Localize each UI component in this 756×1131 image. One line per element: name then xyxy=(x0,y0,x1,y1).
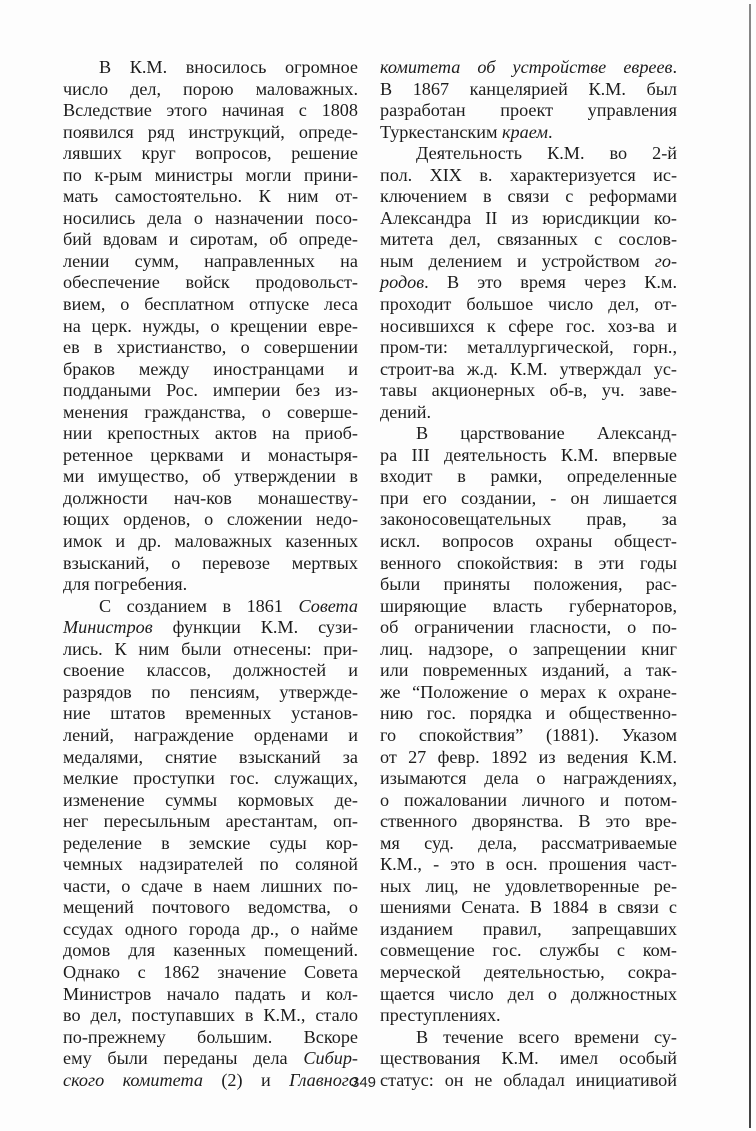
text-line: для погребения. xyxy=(63,574,188,595)
text-line: В 1867 канцелярией К.М. был xyxy=(380,78,677,99)
italic-term: Министров xyxy=(63,617,153,638)
text-line: об ограничении гласности, о по- xyxy=(380,617,677,638)
text-line: домов для казенных помещений. xyxy=(63,940,358,961)
text-line: Министров начало падать и кол- xyxy=(63,983,358,1004)
text-line: совмещение гос. службы с ком- xyxy=(380,940,677,961)
text-line: мещений почтового ведомства, о xyxy=(63,897,358,918)
text-line: Александра II из юрисдикции ко- xyxy=(380,207,677,228)
text-line: изымаются дела о награждениях, xyxy=(380,768,677,789)
text-line xyxy=(63,1048,358,1070)
italic-term: родов xyxy=(380,272,425,293)
text-line: шениями Сената. В 1884 в связи с xyxy=(380,897,677,918)
text-line: на церк. нужды, о крещении евре- xyxy=(63,315,358,336)
text-line: изменение суммы кормовых де- xyxy=(63,789,358,810)
text-line: число дел, порою маловажных. xyxy=(63,78,358,99)
text-line: по к-рым министры могли прини- xyxy=(63,164,358,185)
text-line: входит в рамки, определенные xyxy=(380,466,677,487)
text-line: мать самостоятельно. К ним от- xyxy=(63,186,358,207)
text-line xyxy=(380,251,677,273)
text-run: Туркестанским xyxy=(380,121,503,142)
text-line: лиц. надзоре, о запрещении книг xyxy=(380,638,677,659)
scan-edge-line xyxy=(749,4,751,1128)
text-line: ретенное церквами и монастыря- xyxy=(63,444,358,465)
text-line: от 27 февр. 1892 из ведения К.М. xyxy=(380,746,677,767)
text-run: ным делением и устройством xyxy=(380,250,655,271)
text-line: ределение в земские суды кор- xyxy=(63,832,358,853)
text-line: должности нач-ков монашеству- xyxy=(63,487,358,508)
text-line: менения гражданства, о соверше- xyxy=(63,401,358,422)
text-line: вием, о бесплатном отпуске леса xyxy=(63,294,358,315)
text-line: по-прежнему большим. Вскоре xyxy=(63,1026,358,1047)
text-line: ссудах одного города др., о найме xyxy=(63,918,358,939)
text-run: ему были переданы дела xyxy=(63,1048,304,1069)
text-line: изданием правил, запрещавших xyxy=(380,918,677,939)
text-line: ние штатов временных установ- xyxy=(63,703,358,724)
text-line: Вследствие этого начиная с 1808 xyxy=(63,100,358,121)
text-line: лении сумм, направленных на xyxy=(63,250,358,271)
text-line: разработан проект управления xyxy=(380,100,677,121)
left-column xyxy=(63,57,358,1091)
text-line: ширяющие власть губернаторов, xyxy=(380,595,677,616)
text-line: ми имущество, об утверждении в xyxy=(63,466,358,487)
text-line: ных лиц, не удовлетворенные ре- xyxy=(380,875,677,896)
text-line: во дел, поступавших в К.М., стало xyxy=(63,1005,358,1026)
text-line: своение классов, должностей и xyxy=(63,660,358,681)
text-run: (2) и xyxy=(202,1069,290,1090)
italic-term: Сибир- xyxy=(303,1048,358,1069)
text-line: щается число дел о должностных xyxy=(380,983,677,1004)
text-line xyxy=(63,1070,358,1092)
text-line: носились дела о назначении посо- xyxy=(63,207,358,228)
text-line: бий вдовам и сиротам, об опреде- xyxy=(63,229,358,250)
text-line: венного спокойствия: в эти годы xyxy=(380,552,677,573)
text-line: мерческой деятельностью, сокра- xyxy=(380,961,677,982)
text-line: ев в христианство, о совершении xyxy=(63,337,358,358)
text-line: законосовещательных прав, за xyxy=(380,509,677,530)
text-line: статус: он не обладал инициативой xyxy=(380,1069,677,1090)
italic-term: краем xyxy=(502,121,548,142)
text-line: части, о сдаче в наем лишних по- xyxy=(63,875,358,896)
text-line: мелкие проступки гос. служащих, xyxy=(63,768,358,789)
text-line: ществования К.М. имел особый xyxy=(380,1048,677,1069)
text-line: митета дел, связанных с сослов- xyxy=(380,229,677,250)
right-column xyxy=(380,57,677,1091)
text-line xyxy=(380,57,677,79)
text-line: В царствование Александ- xyxy=(416,423,677,444)
text-line: преступлениях. xyxy=(380,1005,501,1026)
text-line: Деятельность К.М. во 2-й xyxy=(416,143,677,164)
text-line: мя суд. дела, рассматриваемые xyxy=(380,832,677,853)
text-line: о пожаловании личного и потом- xyxy=(380,789,677,810)
text-line: чемных надзирателей по соляной xyxy=(63,854,358,875)
text-line: лявших круг вопросов, решение xyxy=(63,143,358,164)
italic-term: Главного xyxy=(289,1069,358,1090)
text-line: В течение всего времени су- xyxy=(416,1026,677,1047)
text-line: искл. вопросов охраны общест- xyxy=(380,531,677,552)
text-run: . В это время через К.м. xyxy=(424,272,677,293)
text-line: взысканий, о перевозе мертвых xyxy=(63,552,358,573)
text-line: пром-ти: металлургической, горн., xyxy=(380,337,677,358)
text-line: разрядов по пенсиям, утвержде- xyxy=(63,681,358,702)
text-line xyxy=(63,596,358,618)
text-line: медалями, снятие взысканий за xyxy=(63,746,358,767)
text-line: Однако с 1862 значение Совета xyxy=(63,961,358,982)
text-line: дений. xyxy=(380,401,432,422)
text-run: . xyxy=(672,57,677,77)
text-line xyxy=(63,617,358,639)
text-line xyxy=(380,122,677,144)
text-run: функции К.М. сузи- xyxy=(152,617,358,638)
text-line: же “Положение о мерах к охране- xyxy=(380,681,677,702)
text-line: пол. XIX в. характеризуется ис- xyxy=(380,164,677,185)
text-line: при его создании, - он лишается xyxy=(380,487,677,508)
text-line: ственного дворянства. В это вре- xyxy=(380,811,677,832)
text-line: го спокойствия” (1881). Указом xyxy=(380,724,677,745)
text-line: лений, награждение орденами и xyxy=(63,724,358,745)
text-line: нег пересыльным арестантам, оп- xyxy=(63,811,358,832)
text-line: были приняты положения, рас- xyxy=(380,574,677,595)
italic-term: Совета xyxy=(298,595,358,616)
text-line: проходит большое число дел, от- xyxy=(380,294,677,315)
italic-term: комитета об устройстве евреев xyxy=(380,57,673,77)
page-number: 349 xyxy=(351,1074,377,1091)
text-line: тавы акционерных об-в, уч. заве- xyxy=(380,380,677,401)
italic-term: ского комитета xyxy=(63,1069,203,1090)
text-line: появился ряд инструкций, опреде- xyxy=(63,121,358,142)
text-line: имок и др. маловажных казенных xyxy=(63,531,358,552)
text-line: носившихся к сфере гос. хоз-ва и xyxy=(380,315,677,336)
italic-term: го- xyxy=(654,250,677,271)
text-line: лись. К ним были отнесены: при- xyxy=(63,638,358,659)
text-line: ключением в связи с реформами xyxy=(380,186,677,207)
text-line: строит-ва ж.д. К.М. утверждал ус- xyxy=(380,358,677,379)
text-line: обеспечение войск продовольст- xyxy=(63,272,358,293)
text-line: ра III деятельность К.М. впервые xyxy=(380,444,677,465)
text-line: нии крепостных актов на приоб- xyxy=(63,423,358,444)
text-line: браков между иностранцами и xyxy=(63,358,358,379)
text-line: ющих орденов, о сложении недо- xyxy=(63,509,358,530)
text-line: или повременных изданий, а так- xyxy=(380,660,677,681)
text-line: К.М., - это в осн. прошения част- xyxy=(380,854,677,875)
text-run: С созданием в 1861 xyxy=(99,595,299,616)
text-line: нию гос. порядка и общественно- xyxy=(380,703,677,724)
text-run: . xyxy=(547,121,553,142)
text-line xyxy=(380,272,677,294)
text-line: поддаными Рос. империи без из- xyxy=(63,380,358,401)
text-line: В К.М. вносилось огромное xyxy=(99,57,358,77)
